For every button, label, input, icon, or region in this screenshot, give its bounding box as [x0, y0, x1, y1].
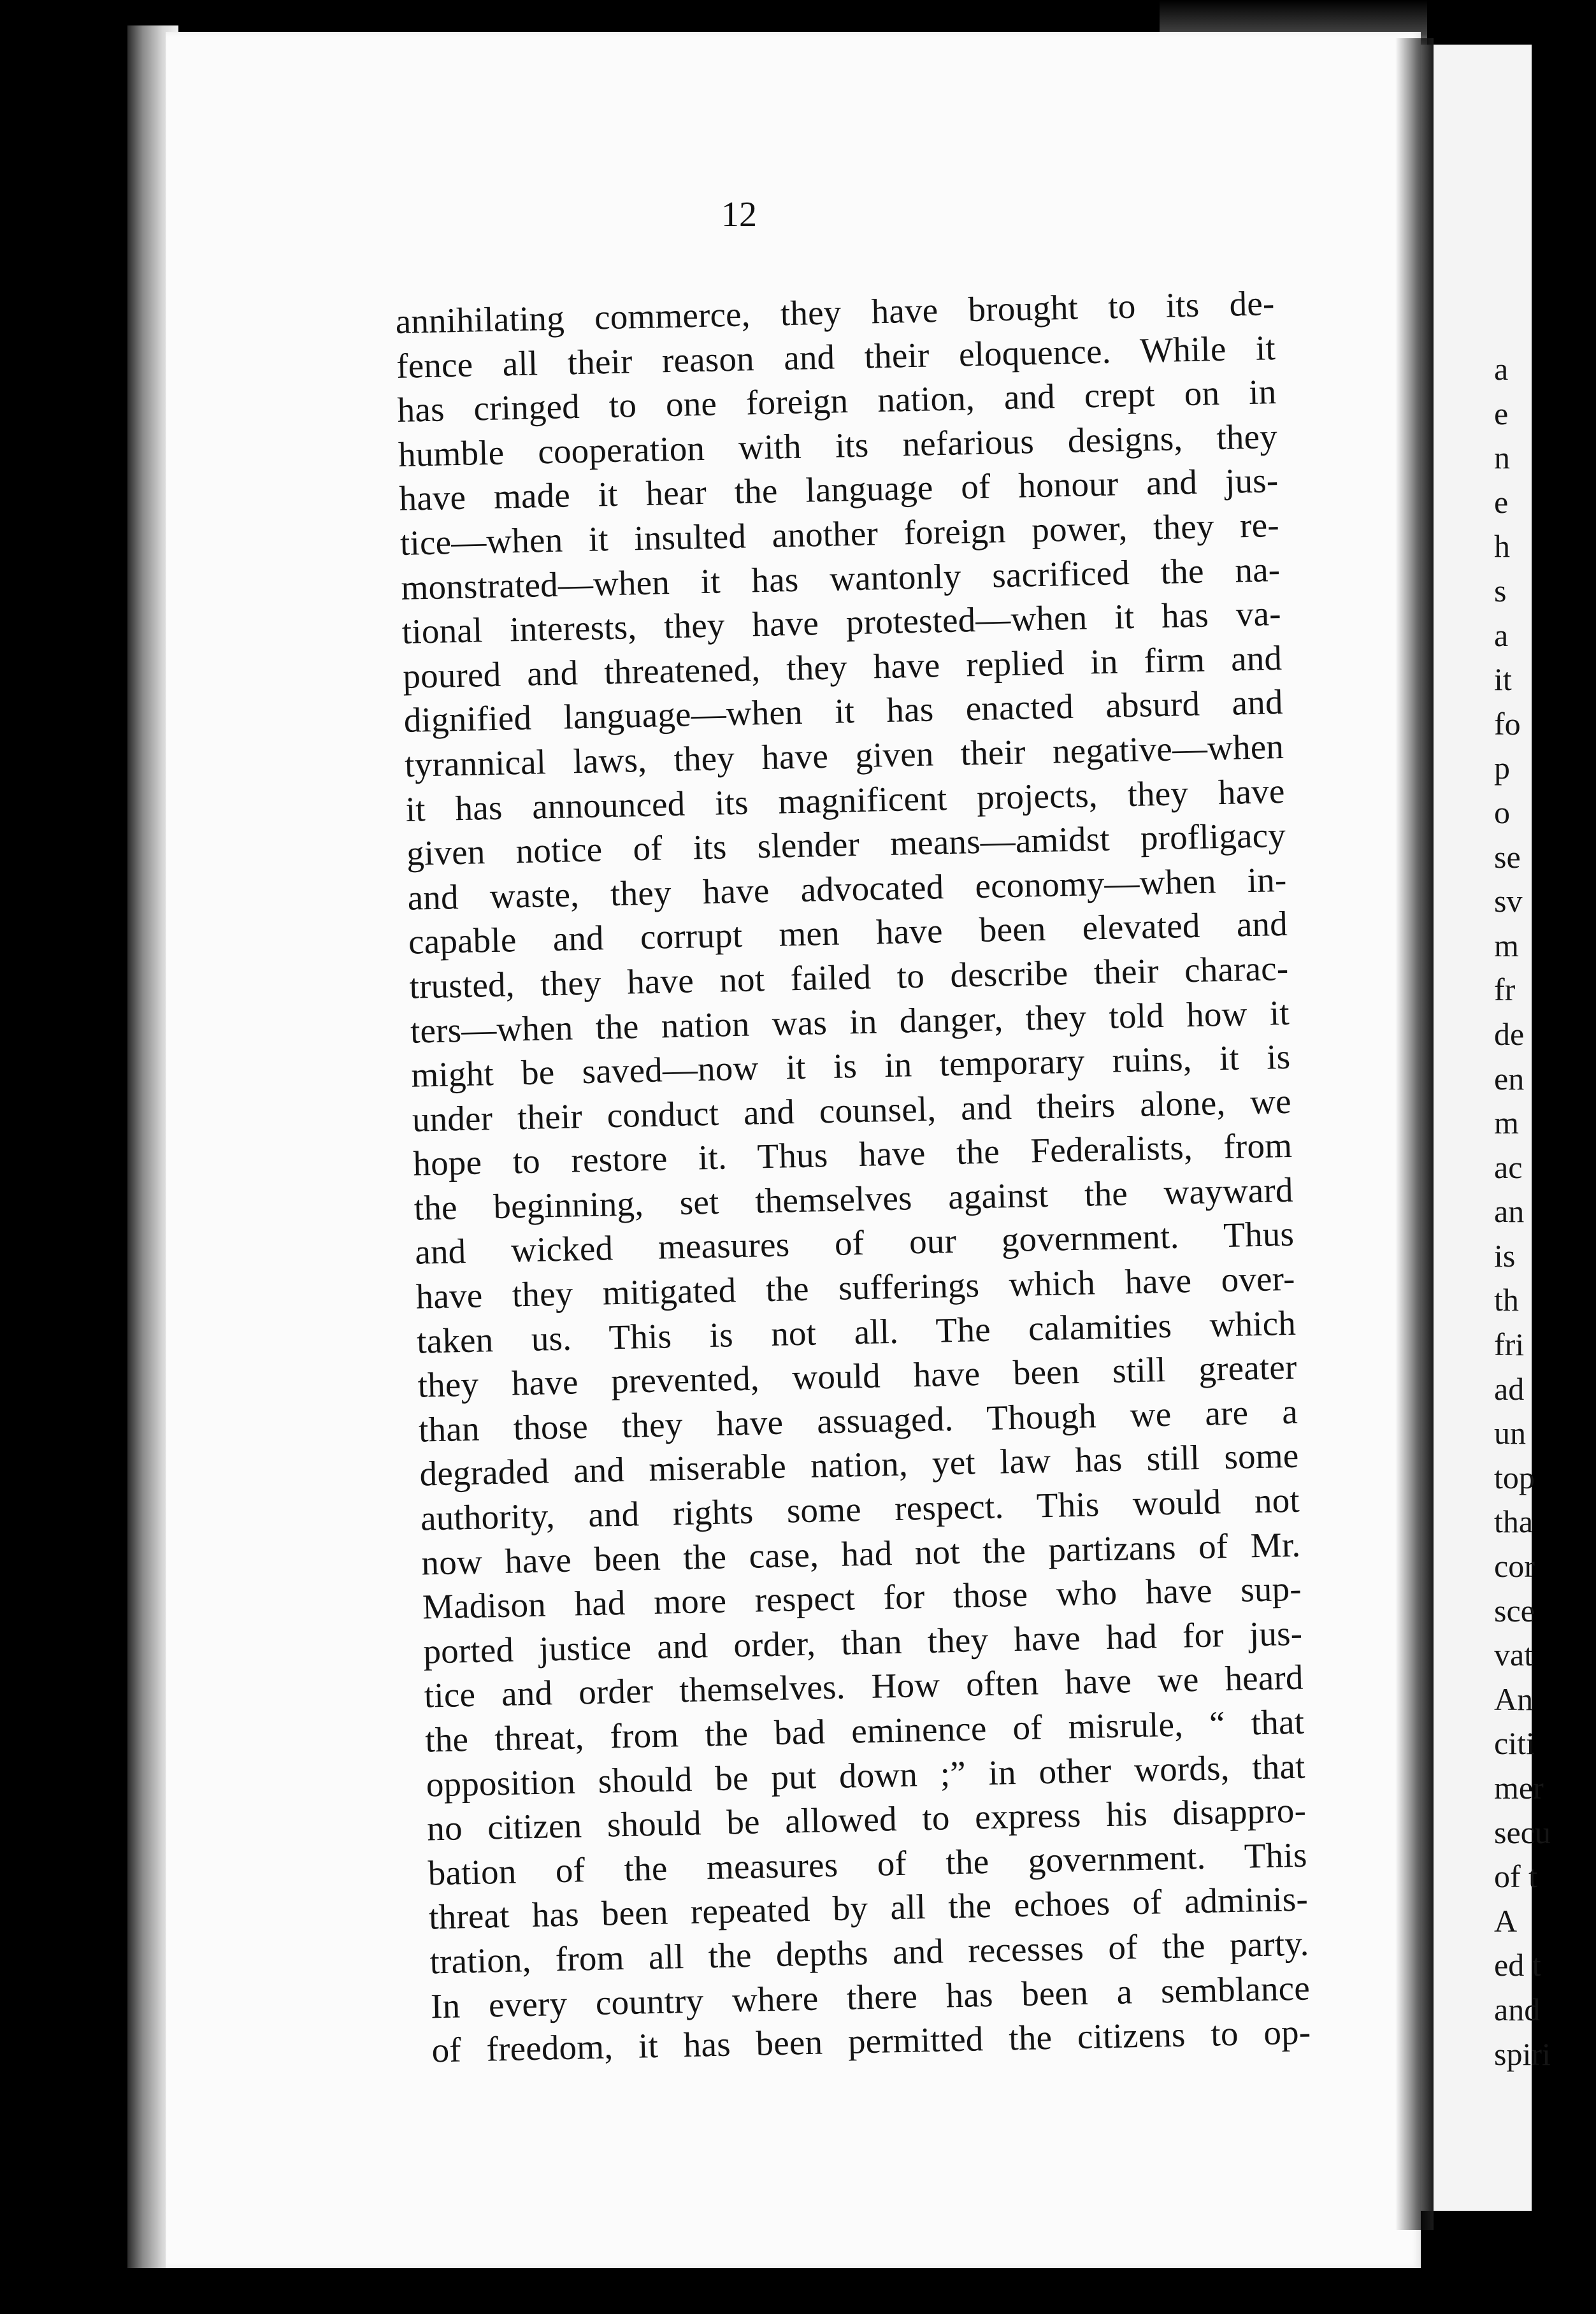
page-gutter-shadow	[1395, 38, 1434, 2230]
text-line: given notice of its slender means—amidst profligacy	[406, 816, 1286, 873]
text-line: tional interests, they have protested—when it has va-	[401, 594, 1282, 652]
text-line: under their conduct and counsel, and theirs alone, we	[412, 1081, 1292, 1139]
text-line: have they mitigated the sufferings which have over-	[415, 1258, 1296, 1316]
facing-text-fragment: o	[1494, 794, 1510, 830]
facing-text-fragment: de	[1494, 1016, 1525, 1052]
facing-page-text	[1494, 347, 1596, 2076]
text-line: dignified language—when it has enacted absurd and	[403, 682, 1284, 740]
page-body-text	[395, 281, 1311, 2073]
text-line: no citizen should be allowed to express his disappro-	[426, 1790, 1307, 1848]
text-line: monstrated—when it has wantonly sacrificed the na-	[400, 549, 1281, 607]
text-line: fence all their reason and their eloquence. While it	[396, 327, 1276, 385]
facing-text-fragment: An	[1494, 1681, 1534, 1717]
facing-text-fragment: cor	[1494, 1548, 1535, 1585]
text-line: taken us. This is not all. The calamities which	[416, 1303, 1297, 1361]
facing-text-fragment: n	[1494, 440, 1510, 476]
text-line: tyrannical laws, they have given their negative—when	[404, 726, 1284, 784]
text-line: capable and corrupt men have been elevated and	[408, 904, 1288, 962]
text-line: threat has been repeated by all the echoes of adminis-	[428, 1879, 1309, 1937]
facing-text-fragment: ad	[1494, 1370, 1525, 1407]
text-line: hope to restore it. Thus have the Federalists, from	[412, 1126, 1293, 1183]
facing-text-fragment: and	[1494, 1991, 1541, 2027]
scan-bottom-border	[0, 2268, 1532, 2314]
facing-text-fragment: ed t	[1494, 1947, 1541, 1983]
text-line: it has announced its magnificent projects, they have	[405, 771, 1286, 829]
facing-text-fragment: e	[1494, 484, 1509, 520]
text-line: might be saved—now it is in temporary ruins, it is	[410, 1037, 1291, 1095]
text-line: now have been the case, had not the partizans of Mr.	[421, 1525, 1301, 1583]
text-line: the beginning, set themselves against the wayward	[413, 1170, 1294, 1228]
text-line: annihilating commerce, they have brought to its de-	[395, 284, 1276, 341]
text-line: ters—when the nation was in danger, they told how it	[410, 993, 1290, 1051]
facing-text-fragment: sv	[1494, 883, 1523, 919]
text-line: the threat, from the bad eminence of misrule, “ that	[424, 1702, 1305, 1760]
facing-text-fragment: p	[1494, 750, 1510, 786]
page-number: 12	[721, 195, 757, 234]
text-line: and waste, they have advocated economy—when in-	[407, 859, 1288, 917]
facing-text-fragment: en	[1494, 1060, 1525, 1096]
text-line: ported justice and order, than they have had for jus-	[422, 1613, 1303, 1671]
text-line: has cringed to one foreign nation, and crept on in	[396, 372, 1277, 430]
text-line: opposition should be put down ;” in other words, that	[426, 1746, 1306, 1804]
facing-text-fragment: un	[1494, 1415, 1526, 1451]
text-line: bation of the measures of the government. This	[428, 1835, 1308, 1893]
facing-text-fragment: a	[1494, 351, 1509, 387]
text-line: poured and threatened, they have replied in firm and	[402, 638, 1283, 696]
facing-text-fragment: ac	[1494, 1149, 1523, 1185]
facing-text-fragment: mer	[1494, 1770, 1544, 1806]
facing-text-fragment: A	[1494, 1902, 1518, 1939]
text-line: trusted, they have not failed to describe their charac-	[408, 948, 1289, 1006]
facing-text-fragment: vat	[1494, 1637, 1534, 1673]
facing-text-fragment: th	[1494, 1282, 1519, 1318]
facing-text-fragment: h	[1494, 528, 1510, 564]
text-line: Madison had more respect for those who have sup-	[422, 1569, 1302, 1627]
facing-text-fragment: an	[1494, 1193, 1525, 1230]
text-line: tice—when it insulted another foreign power, they re-	[399, 505, 1280, 563]
text-line: In every country where there has been a semblance	[430, 1968, 1311, 2025]
facing-text-fragment: spiri	[1494, 2036, 1551, 2072]
facing-text-fragment: e	[1494, 395, 1509, 431]
text-line: tice and order themselves. How often have we heard	[424, 1658, 1304, 1715]
text-line: degraded and miserable nation, yet law has still some	[419, 1436, 1299, 1494]
text-line: humble cooperation with its nefarious designs, they	[398, 416, 1278, 474]
text-line: authority, and rights some respect. This would not	[420, 1480, 1300, 1538]
facing-text-fragment: fo	[1494, 705, 1521, 742]
facing-text-fragment: top	[1494, 1459, 1535, 1495]
facing-text-fragment: is	[1494, 1237, 1516, 1274]
facing-text-fragment: sce	[1494, 1592, 1535, 1628]
text-line: than those they have assuaged. Though we are a	[418, 1391, 1298, 1449]
facing-text-fragment: secu	[1494, 1814, 1551, 1850]
facing-text-fragment: tha	[1494, 1504, 1534, 1540]
facing-text-fragment: fri	[1494, 1326, 1525, 1363]
facing-text-fragment: it	[1494, 661, 1512, 698]
text-line: and wicked measures of our government. Thus	[414, 1214, 1295, 1272]
text-line: have made it hear the language of honour and jus-	[398, 461, 1279, 519]
text-line: they have prevented, would have been still greater	[417, 1347, 1298, 1405]
facing-text-fragment: fr	[1494, 972, 1516, 1008]
facing-text-fragment: se	[1494, 838, 1521, 875]
text-line: tration, from all the depths and recesses of the party.	[429, 1923, 1309, 1981]
facing-text-fragment: of t	[1494, 1858, 1538, 1895]
facing-text-fragment: m	[1494, 1105, 1519, 1141]
facing-text-fragment: m	[1494, 927, 1519, 963]
facing-text-fragment: a	[1494, 617, 1509, 653]
facing-text-fragment: citi	[1494, 1725, 1535, 1762]
facing-text-fragment: s	[1494, 572, 1507, 608]
text-line: of freedom, it has been permitted the citizens to op-	[431, 2012, 1311, 2070]
